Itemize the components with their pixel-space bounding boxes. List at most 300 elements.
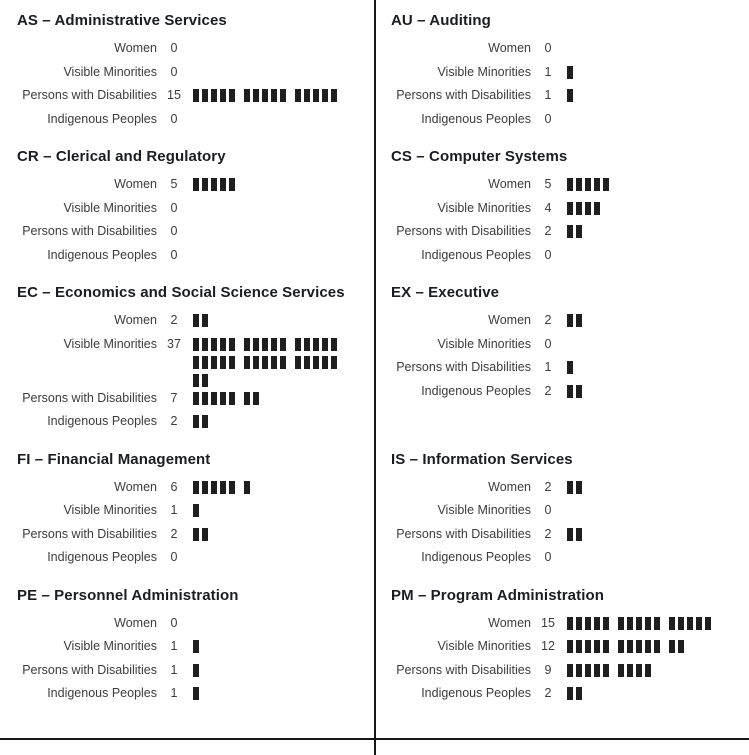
metric-value: 12: [541, 639, 555, 653]
tally-mark-icon: [271, 338, 277, 351]
metric-value: 1: [170, 686, 178, 700]
column-divider: [374, 0, 376, 755]
tally-mark-icon: [313, 89, 319, 102]
tally-mark-icon: [603, 178, 609, 191]
tally-bars: [193, 108, 345, 113]
tally-mark-icon: [193, 356, 199, 369]
tally-group: [244, 392, 259, 405]
tally-mark-icon: [193, 374, 199, 387]
metric-value: 0: [544, 336, 552, 351]
tally-bars: [567, 37, 719, 42]
tally-bars: [567, 659, 719, 677]
tally-mark-icon: [211, 89, 217, 102]
metric-value: 0: [170, 247, 178, 262]
tally-mark-icon: [202, 338, 208, 351]
tally-mark-icon: [567, 89, 573, 102]
tally-mark-icon: [211, 481, 217, 494]
tally-mark-icon: [262, 338, 268, 351]
tally-mark-icon: [304, 89, 310, 102]
tally-group: [567, 178, 609, 191]
section-title: AU – Auditing: [391, 12, 491, 29]
tally-mark-icon: [244, 481, 250, 494]
metric-value: 0: [170, 615, 178, 630]
tally-mark-icon: [244, 356, 250, 369]
metric-row: [391, 635, 749, 659]
tally-group: [193, 314, 208, 327]
tally-mark-icon: [220, 392, 226, 405]
section-title: FI – Financial Management: [17, 450, 211, 468]
tally-group: [618, 640, 660, 653]
tally-mark-icon: [585, 664, 591, 677]
occupational-group-section-pm: [374, 585, 749, 706]
tally-mark-icon: [193, 178, 199, 191]
tally-mark-icon: [193, 664, 199, 677]
metric-value: 0: [170, 550, 178, 564]
tally-bars: [193, 635, 345, 653]
tally-mark-icon: [202, 314, 208, 327]
metric-row: [17, 546, 374, 570]
tally-mark-icon: [585, 178, 591, 191]
metric-label: Women: [488, 479, 531, 494]
metric-label: Women: [488, 41, 531, 55]
metric-value: 2: [544, 526, 552, 541]
metric-row: [391, 356, 749, 380]
tally-group: [567, 664, 609, 677]
metric-label: Visible Minorities: [63, 64, 157, 79]
metric-value: 2: [544, 313, 552, 327]
occupational-group-section-is: [374, 449, 749, 570]
occupational-group-section-ex: [374, 282, 749, 434]
tally-mark-icon: [193, 640, 199, 653]
tally-bars: [567, 612, 719, 630]
tally-mark-icon: [193, 392, 199, 405]
tally-mark-icon: [331, 356, 337, 369]
tally-mark-icon: [244, 338, 250, 351]
metric-value: 15: [541, 615, 555, 630]
tally-group: [193, 178, 235, 191]
metric-label: Indigenous Peoples: [47, 111, 157, 126]
tally-bars: [193, 612, 345, 617]
metric-value: 2: [544, 383, 552, 398]
tally-mark-icon: [636, 640, 642, 653]
metric-label: Persons with Disabilities: [396, 224, 531, 238]
metric-row: [391, 108, 749, 132]
tally-bars: [193, 61, 345, 66]
occupational-group-section-cs: [374, 146, 749, 267]
metric-row: [391, 476, 749, 500]
metric-value: 2: [170, 414, 178, 428]
tally-group: [567, 89, 573, 102]
tally-mark-icon: [594, 640, 600, 653]
tally-mark-icon: [229, 89, 235, 102]
tally-mark-icon: [211, 178, 217, 191]
tally-mark-icon: [220, 338, 226, 351]
tally-group: [669, 640, 684, 653]
tally-mark-icon: [211, 392, 217, 405]
metric-value: 9: [544, 662, 552, 677]
tally-group: [193, 481, 235, 494]
metric-value: 15: [167, 88, 181, 102]
tally-group: [244, 89, 286, 102]
tally-mark-icon: [295, 338, 301, 351]
metric-value: 0: [544, 111, 552, 126]
section-title: IS – Information Services: [391, 450, 573, 468]
metric-value: 2: [544, 479, 552, 494]
metric-value: 0: [170, 64, 178, 79]
metric-row: [17, 61, 374, 85]
metric-label: Women: [488, 615, 531, 630]
section-title: PM – Program Administration: [391, 586, 605, 604]
tally-group: [193, 664, 199, 677]
tally-mark-icon: [193, 481, 199, 494]
tally-bars: [567, 108, 719, 113]
tally-mark-icon: [322, 89, 328, 102]
tally-group: [618, 664, 651, 677]
metric-label: Women: [114, 177, 157, 191]
tally-mark-icon: [567, 640, 573, 653]
metric-value: 2: [170, 313, 178, 327]
metric-value: 1: [544, 360, 552, 374]
tally-bars: [567, 476, 719, 494]
tally-bars: [567, 61, 719, 79]
tally-group: [567, 481, 582, 494]
tally-bars: [193, 37, 345, 42]
section-title: AS – Administrative Services: [17, 12, 227, 29]
tally-group: [295, 89, 337, 102]
tally-group: [618, 617, 660, 630]
tally-bars: [193, 476, 345, 494]
tally-mark-icon: [211, 356, 217, 369]
metric-value: 4: [544, 200, 552, 215]
metric-row: [17, 387, 374, 411]
tally-mark-icon: [567, 225, 573, 238]
tally-mark-icon: [271, 89, 277, 102]
tally-mark-icon: [220, 356, 226, 369]
metric-row: [17, 612, 374, 636]
metric-label: Visible Minorities: [437, 503, 531, 517]
metric-row: [391, 333, 749, 357]
metric-row: [17, 523, 374, 547]
metric-label: Indigenous Peoples: [421, 550, 531, 564]
tally-mark-icon: [193, 528, 199, 541]
metric-label: Persons with Disabilities: [396, 526, 531, 541]
tally-mark-icon: [271, 356, 277, 369]
metric-row: [17, 197, 374, 221]
tally-group: [567, 385, 582, 398]
metric-value: 0: [170, 111, 178, 126]
metric-value: 0: [544, 550, 552, 564]
tally-bars: [567, 523, 719, 541]
metric-label: Women: [488, 177, 531, 191]
metric-row: [391, 612, 749, 636]
tally-mark-icon: [636, 664, 642, 677]
tally-mark-icon: [627, 617, 633, 630]
occupational-group-section-fi: [0, 449, 374, 570]
tally-mark-icon: [576, 640, 582, 653]
metric-value: 0: [544, 503, 552, 517]
section-title: EX – Executive: [391, 284, 500, 301]
tally-mark-icon: [594, 202, 600, 215]
tally-group: [193, 338, 235, 351]
tally-mark-icon: [576, 617, 582, 630]
tally-bars: [193, 682, 345, 700]
metric-label: Women: [114, 41, 157, 55]
tally-bars: [193, 333, 345, 387]
metric-row: [391, 173, 749, 197]
tally-group: [567, 66, 573, 79]
tally-mark-icon: [576, 314, 582, 327]
tally-bars: [193, 499, 345, 517]
metric-label: Women: [114, 313, 157, 327]
tally-mark-icon: [229, 356, 235, 369]
metric-row: [17, 682, 374, 706]
tally-mark-icon: [331, 89, 337, 102]
metric-label: Visible Minorities: [437, 200, 531, 215]
tally-bars: [193, 410, 345, 428]
occupational-group-section-cr: [0, 146, 374, 267]
metric-value: 0: [544, 247, 552, 262]
tally-mark-icon: [687, 617, 693, 630]
metric-value: 37: [167, 336, 181, 351]
tally-group: [193, 392, 235, 405]
metric-label: Visible Minorities: [63, 503, 157, 517]
metric-value: 0: [170, 200, 178, 215]
section-title: CS – Computer Systems: [391, 148, 568, 165]
tally-mark-icon: [280, 356, 286, 369]
metric-row: [17, 37, 374, 61]
tally-mark-icon: [244, 392, 250, 405]
occupational-group-section-pe: [0, 585, 374, 706]
tally-mark-icon: [322, 338, 328, 351]
metric-value: 5: [544, 177, 552, 191]
tally-mark-icon: [576, 481, 582, 494]
tally-mark-icon: [567, 481, 573, 494]
metric-row: [17, 173, 374, 197]
tally-group: [193, 528, 208, 541]
tally-mark-icon: [280, 338, 286, 351]
metric-row: [391, 84, 749, 108]
tally-mark-icon: [193, 338, 199, 351]
metric-value: 2: [544, 686, 552, 700]
tally-group: [244, 338, 286, 351]
metric-row: [17, 410, 374, 434]
tally-mark-icon: [645, 617, 651, 630]
metric-row: [391, 61, 749, 85]
tally-mark-icon: [576, 664, 582, 677]
tally-group: [244, 356, 286, 369]
section-title: EC – Economics and Social Science Services: [17, 284, 345, 301]
tally-mark-icon: [585, 640, 591, 653]
metric-row: [391, 197, 749, 221]
metric-value: 5: [170, 177, 178, 191]
metric-value: 2: [544, 224, 552, 238]
tally-mark-icon: [202, 356, 208, 369]
tally-mark-icon: [193, 314, 199, 327]
metric-label: Indigenous Peoples: [421, 686, 531, 700]
tally-mark-icon: [618, 664, 624, 677]
metric-row: [17, 244, 374, 268]
tally-mark-icon: [220, 481, 226, 494]
tally-group: [193, 374, 208, 387]
tally-bars: [193, 173, 345, 191]
tally-mark-icon: [253, 338, 259, 351]
tally-mark-icon: [229, 481, 235, 494]
metric-label: Indigenous Peoples: [47, 550, 157, 564]
tally-mark-icon: [627, 664, 633, 677]
tally-mark-icon: [295, 356, 301, 369]
tally-group: [669, 617, 711, 630]
metric-row: [391, 546, 749, 570]
tally-mark-icon: [202, 481, 208, 494]
tally-mark-icon: [594, 178, 600, 191]
tally-bars: [567, 220, 719, 238]
tally-group: [567, 617, 609, 630]
metric-row: [391, 309, 749, 333]
metric-label: Indigenous Peoples: [47, 686, 157, 700]
tally-bars: [193, 197, 345, 202]
metric-label: Persons with Disabilities: [22, 390, 157, 405]
tally-group: [193, 356, 235, 369]
tally-mark-icon: [262, 89, 268, 102]
metric-value: 1: [544, 64, 552, 79]
metric-value: 1: [544, 88, 552, 102]
tally-mark-icon: [253, 392, 259, 405]
tally-mark-icon: [576, 528, 582, 541]
tally-mark-icon: [678, 617, 684, 630]
tally-mark-icon: [567, 617, 573, 630]
tally-mark-icon: [627, 640, 633, 653]
tally-bars: [567, 682, 719, 700]
tally-mark-icon: [229, 178, 235, 191]
tally-mark-icon: [193, 687, 199, 700]
tally-mark-icon: [654, 617, 660, 630]
tally-mark-icon: [603, 640, 609, 653]
metric-label: Visible Minorities: [437, 64, 531, 79]
tally-bars: [567, 333, 719, 338]
tally-mark-icon: [576, 202, 582, 215]
tally-group: [567, 640, 609, 653]
metric-label: Indigenous Peoples: [47, 414, 157, 428]
tally-mark-icon: [696, 617, 702, 630]
tally-mark-icon: [202, 89, 208, 102]
tally-mark-icon: [202, 392, 208, 405]
bottom-rule: [0, 738, 749, 740]
tally-group: [567, 225, 582, 238]
metric-row: [391, 37, 749, 61]
metric-label: Indigenous Peoples: [47, 247, 157, 262]
metric-value: 2: [170, 526, 178, 541]
metric-row: [17, 333, 374, 387]
metric-row: [391, 380, 749, 404]
tally-mark-icon: [567, 361, 573, 374]
tally-mark-icon: [202, 374, 208, 387]
metric-row: [17, 635, 374, 659]
tally-mark-icon: [295, 89, 301, 102]
tally-mark-icon: [669, 640, 675, 653]
metric-row: [391, 682, 749, 706]
tally-group: [295, 356, 337, 369]
tally-group: [567, 687, 582, 700]
tally-mark-icon: [669, 617, 675, 630]
tally-mark-icon: [594, 664, 600, 677]
tally-mark-icon: [244, 89, 250, 102]
metric-row: [17, 659, 374, 683]
occupational-group-section-as: [0, 10, 374, 131]
tally-mark-icon: [202, 528, 208, 541]
metric-label: Visible Minorities: [63, 336, 157, 351]
tally-mark-icon: [567, 528, 573, 541]
occupational-group-section-ec: [0, 282, 374, 434]
tally-mark-icon: [567, 314, 573, 327]
tally-mark-icon: [576, 385, 582, 398]
tally-bars: [567, 635, 719, 653]
tally-mark-icon: [220, 178, 226, 191]
tally-bars: [567, 309, 719, 327]
metric-row: [17, 108, 374, 132]
tally-mark-icon: [193, 504, 199, 517]
tally-mark-icon: [585, 202, 591, 215]
tally-group: [567, 528, 582, 541]
tally-mark-icon: [202, 178, 208, 191]
tally-mark-icon: [280, 89, 286, 102]
tally-mark-icon: [567, 664, 573, 677]
metric-value: 7: [170, 390, 178, 405]
metric-label: Indigenous Peoples: [421, 247, 531, 262]
tally-mark-icon: [603, 617, 609, 630]
tally-bars: [567, 173, 719, 191]
metric-label: Indigenous Peoples: [421, 383, 531, 398]
metric-row: [391, 523, 749, 547]
tally-bars: [567, 356, 719, 374]
tally-mark-icon: [253, 89, 259, 102]
tally-mark-icon: [654, 640, 660, 653]
tally-mark-icon: [304, 338, 310, 351]
tally-mark-icon: [636, 617, 642, 630]
tally-mark-icon: [211, 338, 217, 351]
tally-mark-icon: [567, 687, 573, 700]
tally-group: [567, 361, 573, 374]
tally-bars: [193, 387, 345, 405]
tally-mark-icon: [193, 415, 199, 428]
metric-row: [391, 220, 749, 244]
tally-mark-icon: [576, 687, 582, 700]
tally-group: [193, 687, 199, 700]
tally-mark-icon: [304, 356, 310, 369]
tally-mark-icon: [262, 356, 268, 369]
metric-row: [17, 476, 374, 500]
tally-mark-icon: [567, 66, 573, 79]
metric-row: [391, 244, 749, 268]
section-title: PE – Personnel Administration: [17, 586, 239, 604]
tally-mark-icon: [229, 392, 235, 405]
tally-mark-icon: [567, 202, 573, 215]
tally-bars: [193, 659, 345, 677]
tally-mark-icon: [313, 356, 319, 369]
tally-group: [244, 481, 250, 494]
tally-group: [567, 202, 600, 215]
tally-group: [193, 89, 235, 102]
tally-mark-icon: [567, 178, 573, 191]
metric-value: 6: [170, 479, 178, 494]
metric-label: Indigenous Peoples: [421, 111, 531, 126]
tally-mark-icon: [645, 640, 651, 653]
tally-bars: [567, 499, 719, 504]
metric-label: Persons with Disabilities: [396, 360, 531, 374]
metric-value: 1: [170, 503, 178, 517]
tally-bars: [193, 309, 345, 327]
tally-mark-icon: [322, 356, 328, 369]
metric-value: 0: [170, 41, 178, 55]
